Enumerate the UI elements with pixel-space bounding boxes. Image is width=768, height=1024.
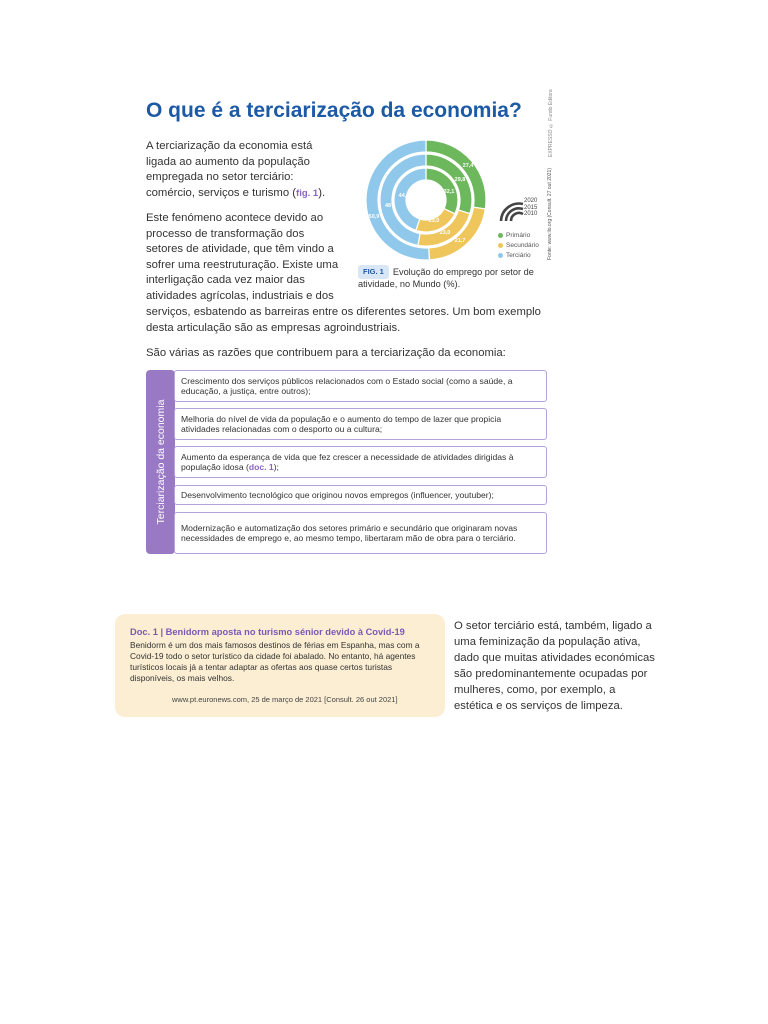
label-inner-ter: 44,9: [398, 193, 410, 199]
reason-item: Aumento da esperança de vida que fez crescer a necessidade de atividades dirigidas à população idosa (doc. 1);: [174, 446, 547, 478]
legend-dot: [498, 243, 503, 248]
reasons-intro: São várias as razões que contribuem para a terciarização da economia:: [146, 347, 506, 359]
doc-reference: doc. 1: [248, 462, 274, 472]
reasons-sidebar: [146, 370, 175, 554]
legend-item-secundario: Secundário: [498, 240, 539, 250]
reason-item: Crescimento dos serviços públicos relacionados com o Estado social (como a saúde, a educação, a justiça, entre outros);: [174, 370, 547, 402]
doc1-body: Benidorm é um dos mais famosos destinos de férias em Espanha, mas com a Covid-19 todo o setor turístico da cidade foi abalado. No entanto, há agentes turísticos locais já a tentar adaptar as ofertas aos quase certos turistas disponíveis, os mais velhos.: [130, 640, 420, 683]
legend-dot: [498, 253, 503, 258]
legend-item-terciario: Terciário: [498, 250, 539, 260]
label-inner-sec: 23,0: [428, 218, 440, 224]
label-inner-prim: 32,1: [443, 189, 455, 195]
reason-item: Desenvolvimento tecnológico que originou novos empregos (influencer, youtuber);: [174, 485, 547, 505]
chart-legend: [498, 198, 553, 264]
employment-donut-chart: [358, 140, 494, 260]
figure-caption-text: Evolução do emprego por setor de atividade, no Mundo (%).: [358, 267, 534, 289]
process-paragraph-continued: serviços, esbatendo as barreiras entre os diferentes setores. Um bom exemplo desta articulação são as empresas agroindustriais.: [146, 306, 541, 334]
reason-item: Melhoria do nível de vida da população e o aumento do tempo de lazer que propicia atividades relacionadas com o desporto ou a cultura;: [174, 408, 547, 440]
label-middle-prim: 29,8: [454, 177, 466, 183]
legend-year: 2020: [524, 198, 538, 204]
legend-year: 2010: [524, 211, 538, 217]
doc1-title: Doc. 1 | Benidorm aposta no turismo sénior devido à Covid-19: [130, 627, 405, 637]
label-outer-sec: 21,7: [454, 238, 466, 244]
figure-badge: FIG. 1: [358, 265, 389, 279]
label-middle-sec: 23,0: [439, 230, 451, 236]
feminization-paragraph: O setor terciário está, também, ligado a uma feminização da população ativa, dado que muitas atividades económicas são predominantemente ocupadas por mulheres, como, por exemplo, a estética e os serviços de limpeza.: [454, 620, 655, 712]
legend-item-primario: Primário: [498, 230, 539, 240]
rings-legend-icon: [498, 200, 526, 222]
process-paragraph: Este fenómeno acontece devido ao processo de transformação dos setores de atividade, que têm vindo a sofrer uma reestruturação. Existe uma interligação cada vez maior das atividades agrícolas, industriais e dos: [146, 212, 339, 302]
doc1-source: www.pt.euronews.com, 25 de março de 2021 [Consult. 26 out 2021]: [172, 695, 398, 704]
sidebar-label: Terciarização da economia: [154, 399, 167, 525]
reason-item: Modernização e automatização dos setores primário e secundário que originaram novas necessidades de emprego e, ao mesmo tempo, libertaram mão de obra para o terciário.: [174, 512, 547, 554]
intro-paragraph: A terciarização da economia está ligada ao aumento da população empregada no setor terciário: comércio, serviços e turismo (fig. 1).: [146, 140, 326, 199]
label-outer-prim: 27,4: [462, 163, 474, 169]
label-middle-ter: 48: [384, 203, 392, 209]
fig-reference: fig. 1: [296, 187, 319, 199]
side-credit: EXPRESSO © Fundo Editora: [548, 89, 554, 157]
figure-caption: [358, 265, 548, 290]
legend-year: 2015: [524, 204, 538, 211]
chart-source: Fonte: www.ilo.org (Consult. 27 out 2021): [547, 168, 553, 260]
label-outer-ter: 50,9: [368, 214, 380, 220]
page-title: O que é a terciarização da economia?: [146, 99, 522, 122]
legend-dot: [498, 233, 503, 238]
